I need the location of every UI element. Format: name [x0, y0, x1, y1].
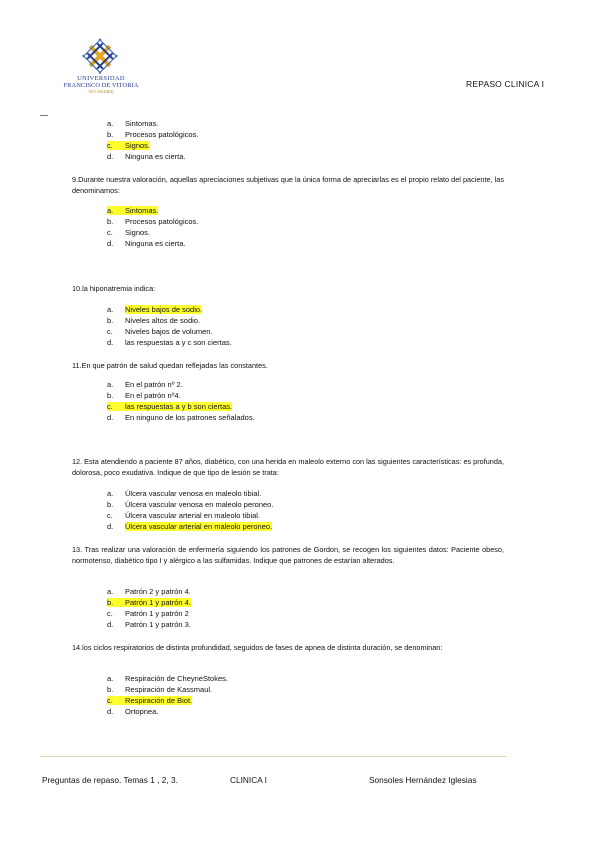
option-8a: a. Sintomas.: [107, 119, 159, 128]
option-8d: d. Ninguna es cierta.: [107, 152, 186, 161]
option-13b: b. Patrón 1 y patrón 4.: [107, 598, 191, 607]
option-11c: c. las respuestas a y b son ciertas.: [107, 402, 233, 411]
option-13d: d. Patrón 1 y patrón 3.: [107, 620, 191, 629]
option-10c: c. Niveles bajos de volumen.: [107, 327, 213, 336]
option-9d: d. Ninguna es cierta.: [107, 239, 186, 248]
question-9-text: 9.Durante nuestra valoración, aquellas apreciaciones subjetivas que la única forma de apreciarlas es el propio relato del paciente, las denominamos:: [72, 175, 504, 195]
logo-line-3: UFV MADRID: [88, 89, 114, 94]
option-8c: c. Signos.: [107, 141, 151, 150]
option-9c: c. Signos.: [107, 228, 151, 237]
logo-line-1: UNIVERSIDAD: [77, 75, 125, 82]
header-mark: [40, 115, 48, 116]
option-14d: d. Ortopnea.: [107, 707, 159, 716]
footer-course-info: Preguntas de repaso. Temas 1 , 2, 3.: [42, 775, 178, 785]
option-12a: a. Úlcera vascular venosa en maleolo tibial.: [107, 489, 262, 498]
option-8b: b. Procesos patológicos.: [107, 130, 199, 139]
footer-divider: [40, 756, 506, 757]
footer-subject: CLINICA I: [230, 775, 267, 785]
option-10b: b. Niveles altos de sodio.: [107, 316, 201, 325]
option-14c: c. Respiración de Biot.: [107, 696, 193, 705]
option-13c: c. Patrón 1 y patrón 2: [107, 609, 189, 618]
option-10a: a. Niveles bajos de sodio.: [107, 305, 203, 314]
question-11-text: 11.En que patrón de salud quedan reflejadas las constantes.: [72, 361, 268, 370]
option-11b: b. En el patrón nº4.: [107, 391, 181, 400]
option-11a: a. En el patrón nº 2.: [107, 380, 183, 389]
document-header-title: REPASO CLINICA I: [466, 79, 545, 89]
option-12c: c. Úlcera vascular arterial en maleolo tibial.: [107, 511, 261, 520]
question-14-text: 14.los ciclos respiratorios de distinta profundidad, seguidos de fases de apnea de distinta duración, se denominan:: [72, 643, 443, 652]
question-13-text: 13. Tras realizar una valoración de enfermería siguiendo los patrones de Gordon, se recogen los siguientes datos: Paciente obeso, normotenso, diabético tipo I y alérgico a las sulfamidas. Indique que patrones de estarían alterados.: [72, 545, 504, 565]
question-12-text: 12. Esta atendiendo a paciente 87 años, diabético, con una herida en maleolo externo con las siguientes características: es profunda, dolorosa, poco exudativa. Indique de que tipo de lesión se trata:: [72, 457, 505, 477]
option-9b: b. Procesos patológicos.: [107, 217, 199, 226]
option-12d: d. Úlcera vascular arterial en maleolo peroneo.: [107, 522, 273, 531]
option-10d: d. las respuestas a y c son ciertas.: [107, 338, 232, 347]
footer-author: Sonsoles Hernández Iglesias: [369, 775, 477, 785]
option-13a: a. Patrón 2 y patrón 4.: [107, 587, 191, 596]
option-14a: a. Respiración de CheyneStokes.: [107, 674, 228, 683]
logo-line-2: FRANCISCO DE VITORIA: [63, 82, 139, 89]
option-11d: d. En ninguno de los patrones señalados.: [107, 413, 255, 422]
option-9a: a. Sintomas.: [107, 206, 159, 215]
option-12b: b. Úlcera vascular venosa en maleolo peroneo.: [107, 500, 274, 509]
question-10-text: 10.la hiponatremia indica:: [72, 284, 156, 293]
option-14b: b. Respiración de Kassmaul.: [107, 685, 213, 694]
